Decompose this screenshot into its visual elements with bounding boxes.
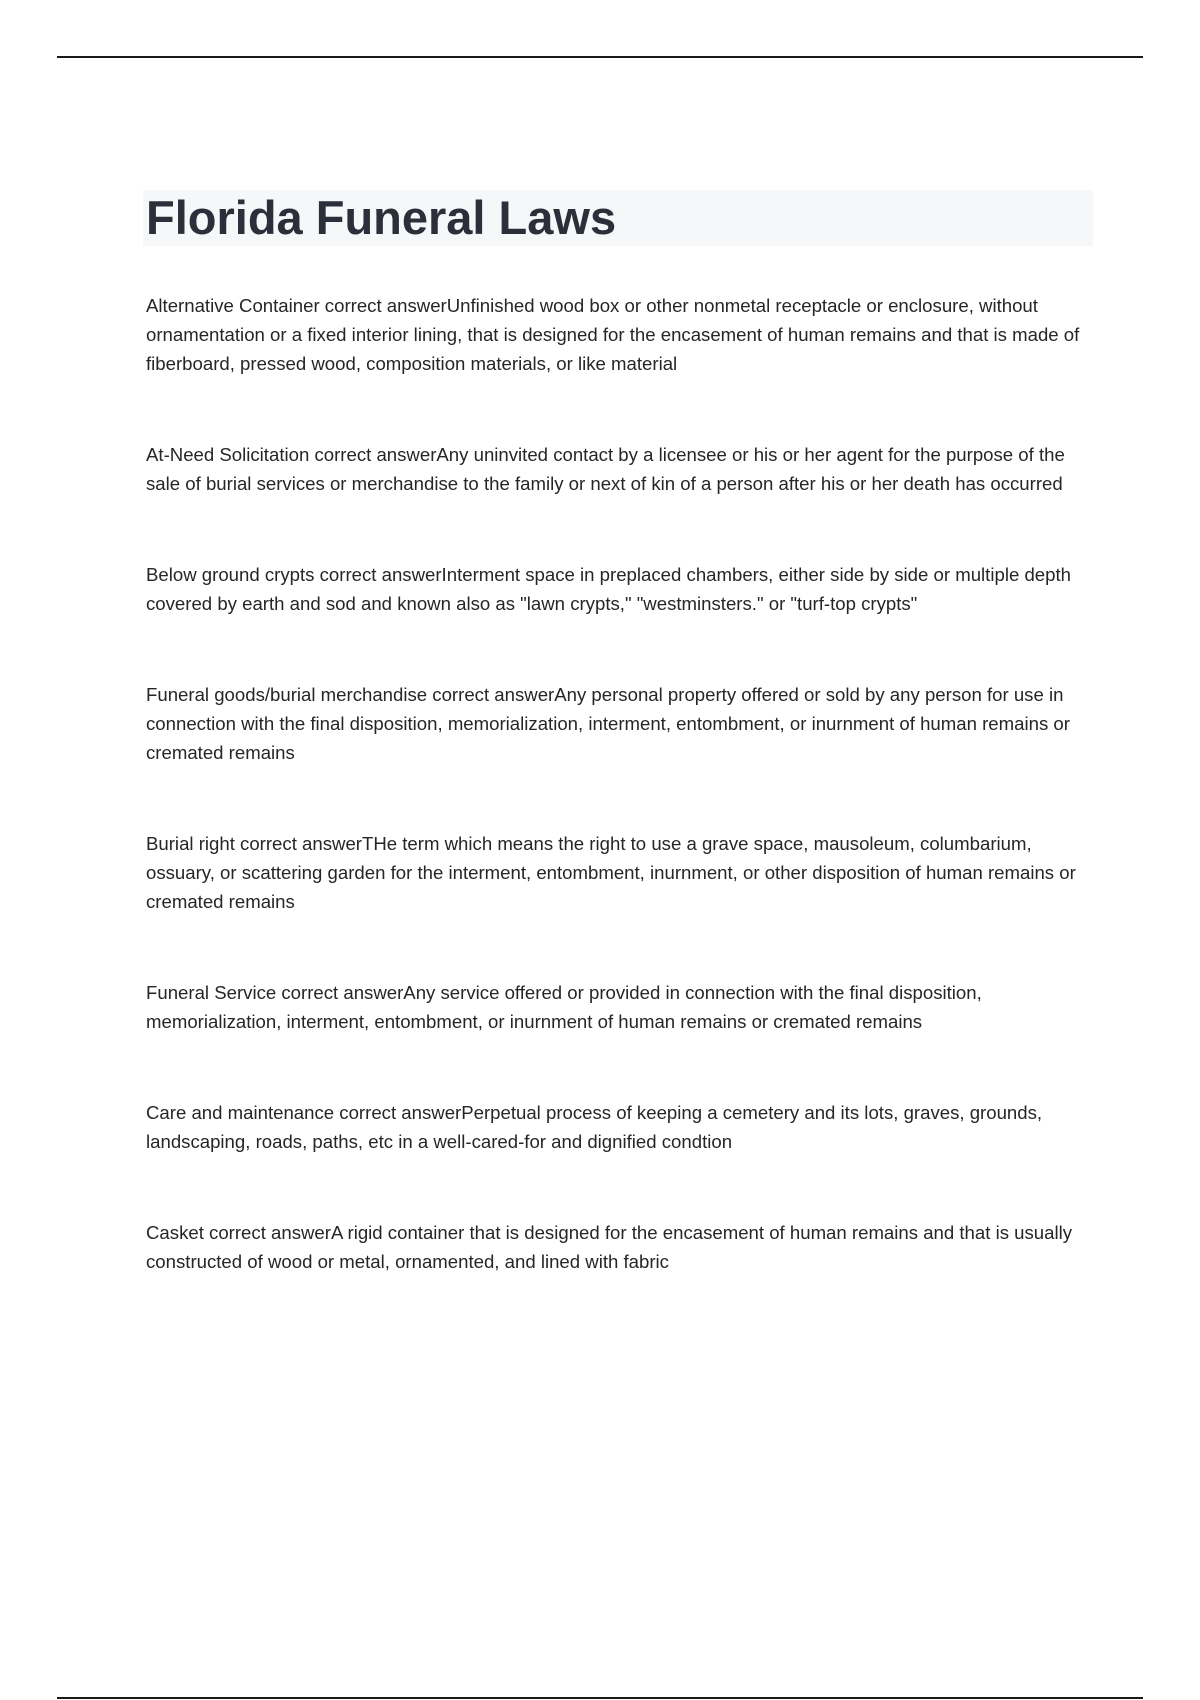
definition-burial-right: Burial right correct answerTHe term which means the right to use a grave space, mausoleum, columbarium, ossuary, or scattering garden for the interment, entombment, inurnment, or other disposition of human remains or cremated remains: [146, 833, 1076, 912]
definition-funeral-goods: Funeral goods/burial merchandise correct answerAny personal property offered or sold by any person for use in connection with the final disposition, memorialization, interment, entombment, or inurnment of human remains or cremated remains: [146, 684, 1070, 763]
definition-alternative-container: Alternative Container correct answerUnfinished wood box or other nonmetal receptacle or enclosure, without ornamentation or a fixed interior lining, that is designed for the encasement of human remains and that is made of fiberboard, pressed wood, composition materials, or like material: [146, 295, 1080, 374]
bottom-rule: [57, 1697, 1143, 1699]
definition-list: [146, 291, 1094, 1338]
page-title: Florida Funeral Laws: [146, 191, 617, 244]
definition-casket: Casket correct answerA rigid container that is designed for the encasement of human remains and that is usually constructed of wood or metal, ornamented, and lined with fabric: [146, 1222, 1073, 1272]
definition-care-and-maintenance: Care and maintenance correct answerPerpetual process of keeping a cemetery and its lots, graves, grounds, landscaping, roads, paths, etc in a well-cared-for and dignified condtion: [146, 1102, 1043, 1152]
top-rule: [57, 56, 1143, 58]
definition-below-ground-crypts: Below ground crypts correct answerInterment space in preplaced chambers, either side by side or multiple depth covered by earth and sod and known also as "lawn crypts," "westminsters." or "turf-top crypts": [146, 564, 1071, 614]
definition-funeral-service: Funeral Service correct answerAny service offered or provided in connection with the final disposition, memorialization, interment, entombment, or inurnment of human remains or cremated remains: [146, 982, 982, 1032]
definition-at-need-solicitation: At-Need Solicitation correct answerAny uninvited contact by a licensee or his or her agent for the purpose of the sale of burial services or merchandise to the family or next of kin of a person after his or her death has occurred: [146, 444, 1065, 494]
